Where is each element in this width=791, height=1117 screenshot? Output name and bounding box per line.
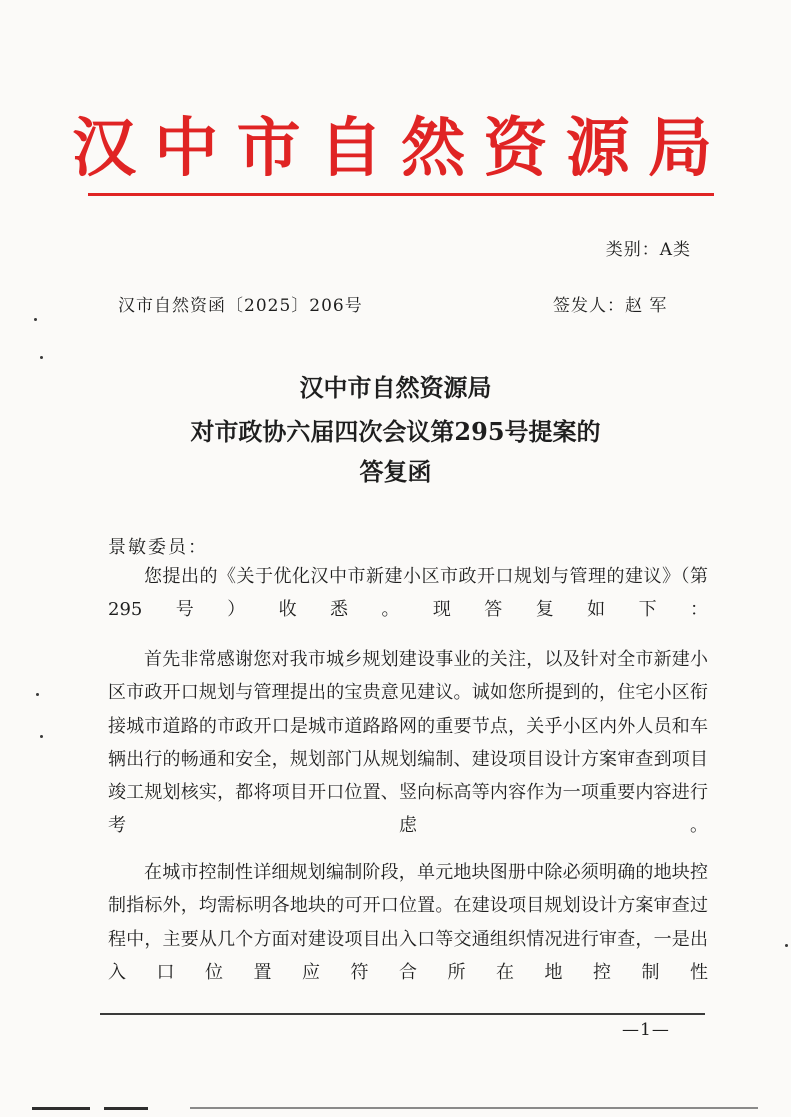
scan-speck	[785, 944, 788, 947]
masthead-char: 源	[565, 111, 630, 186]
masthead-char: 局	[647, 111, 712, 186]
title-line-1: 汉中市自然资源局	[299, 373, 492, 402]
masthead-char: 资	[483, 111, 548, 186]
scan-speck	[36, 693, 39, 696]
masthead-char: 然	[401, 111, 466, 186]
title-line-3: 答复函	[359, 457, 432, 486]
masthead-char: 中	[154, 111, 219, 186]
masthead-char: 市	[236, 111, 301, 186]
scan-edge-mark	[32, 1107, 90, 1110]
document-number: 汉市自然资函〔2025〕206号	[118, 296, 363, 316]
paragraph-1: 您提出的《关于优化汉中市新建小区市政开口规划与管理的建议》（第295号）收悉。现答复如下：	[108, 566, 708, 621]
masthead-char: 汉	[72, 111, 136, 186]
page-number: —1—	[622, 1020, 670, 1040]
signer-label: 签发人：赵 军	[553, 296, 668, 316]
footer-rule	[100, 1013, 705, 1015]
category-label: 类别：A类	[605, 240, 691, 260]
scan-edge-mark	[104, 1107, 148, 1110]
issuer-masthead	[72, 106, 712, 192]
masthead-char: 自	[318, 111, 383, 186]
paragraph-3: 在城市控制性详细规划编制阶段，单元地块图册中除必须明确的地块控制指标外，均需标明各地块的可开口位置。在建设项目规划设计方案审查过程中，主要从几个方面对建设项目出入口等交通组织情况进行审查，一是出入口位置应符合所在地控制性	[108, 862, 708, 983]
title-line-2: 对市政协六届四次会议第295号提案的	[190, 417, 601, 446]
scan-speck	[40, 356, 43, 359]
scan-edge-mark	[190, 1107, 758, 1109]
scan-speck	[40, 735, 43, 738]
scan-speck	[34, 318, 37, 321]
paragraph-2: 首先非常感谢您对我市城乡规划建设事业的关注，以及针对全市新建小区市政开口规划与管理提出的宝贵意见建议。诚如您所提到的，住宅小区衔接城市道路的市政开口是城市道路路网的重要节点，关乎小区内外人员和车辆出行的畅通和安全，规划部门从规划编制、建设项目设计方案审查到项目竣工规划核实，都将项目开口位置、竖向标高等内容作为一项重要内容进行考虑。	[108, 649, 708, 837]
masthead-red-rule	[88, 193, 714, 196]
salutation: 景敏委员：	[108, 537, 208, 558]
